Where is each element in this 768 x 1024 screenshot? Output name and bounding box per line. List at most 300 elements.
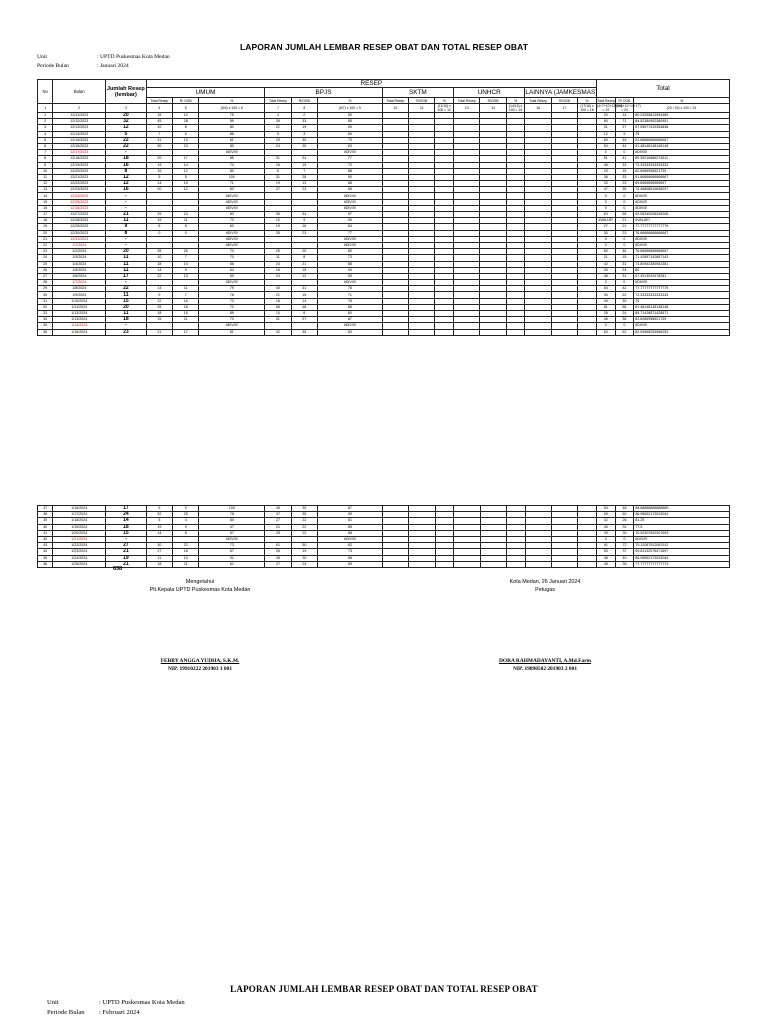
bpjs-cell: #DIV/0! bbox=[317, 280, 382, 286]
date-cell: 1/18/2024 bbox=[53, 518, 106, 524]
no-cell: 14 bbox=[38, 193, 53, 199]
umum-cell: 91 bbox=[199, 555, 265, 561]
jumlah-resep-cell: 5 bbox=[106, 131, 147, 137]
empty-cell bbox=[578, 329, 597, 335]
bpjs-cell: 10 bbox=[265, 218, 291, 224]
no-cell: 9 bbox=[38, 162, 53, 168]
sign-right-role: Petugas bbox=[535, 587, 555, 593]
date-cell: 1/17/2024 bbox=[53, 512, 106, 518]
jumlah-resep-cell: 24 bbox=[106, 512, 147, 518]
empty-cell bbox=[435, 561, 454, 567]
jumlah-resep-cell: 15 bbox=[106, 530, 147, 536]
bpjs-cell: 8 bbox=[265, 168, 291, 174]
sub-header: Total Resep bbox=[265, 98, 291, 104]
umum-cell: 22 bbox=[146, 298, 172, 304]
jumlah-resep-cell: - bbox=[106, 150, 147, 156]
total-cell: 74.46808510638297 bbox=[634, 187, 730, 193]
total-cell: 0 bbox=[597, 536, 616, 542]
umum-cell: 14 bbox=[146, 267, 172, 273]
empty-cell bbox=[525, 329, 551, 335]
umum-cell: 15 bbox=[146, 218, 172, 224]
total-cell: 75 bbox=[634, 298, 730, 304]
umum-cell: 29 bbox=[146, 212, 172, 218]
umum-cell: #DIV/0! bbox=[199, 199, 265, 205]
umum-cell: 56 bbox=[199, 261, 265, 267]
date-cell: 12/20/2023 bbox=[53, 168, 106, 174]
no-cell: 42 bbox=[38, 536, 53, 542]
total-cell: 88.88888888888889 bbox=[634, 506, 730, 512]
date-cell: 12/27/2023 bbox=[53, 212, 106, 218]
umum-cell: 22 bbox=[173, 543, 199, 549]
sign-right bbox=[470, 578, 620, 594]
total-cell: 73.80952380952381 bbox=[634, 261, 730, 267]
total-cell: 60 bbox=[615, 512, 634, 518]
umum-cell: #DIV/0! bbox=[199, 193, 265, 199]
bpjs-cell: 31 bbox=[265, 156, 291, 162]
date-cell: 1/15/2024 bbox=[53, 329, 106, 335]
table-body bbox=[38, 113, 730, 336]
no-cell: 29 bbox=[38, 286, 53, 292]
umum-cell: 14 bbox=[146, 181, 172, 187]
umum-cell: 24 bbox=[173, 212, 199, 218]
total-cell: 33 bbox=[615, 162, 634, 168]
no-cell: 4 bbox=[38, 131, 53, 137]
no-cell: 15 bbox=[38, 199, 53, 205]
umum-cell: 20 bbox=[146, 187, 172, 193]
total-cell: 47 bbox=[596, 187, 615, 193]
bpjs-cell: 23 bbox=[291, 230, 317, 236]
umum-cell: 57 bbox=[199, 530, 265, 536]
bpjs-cell: 7 bbox=[291, 168, 317, 174]
jumlah-resep-cell: 11 bbox=[106, 267, 147, 273]
report-title-page2: LAPORAN JUMLAH LEMBAR RESEP OBAT DAN TOTAL RESEP OBAT bbox=[230, 984, 538, 994]
date-cell: 12/31/2023 bbox=[53, 236, 106, 242]
total-cell: 86.95652173913044 bbox=[634, 512, 730, 518]
column-number: 17 bbox=[551, 104, 577, 113]
umum-cell: 10 bbox=[173, 181, 199, 187]
bpjs-cell: 20 bbox=[291, 143, 317, 149]
jumlah-resep-cell: 18 bbox=[106, 317, 147, 323]
date-cell: 1/13/2024 bbox=[53, 317, 106, 323]
total-cell: 82.53968253968253 bbox=[634, 329, 730, 335]
total-cell: 35 bbox=[615, 561, 634, 567]
bpjs-cell: 95 bbox=[318, 512, 383, 518]
jumlah-resep-cell: 21 bbox=[106, 549, 147, 555]
total-cell: 79.12087912087912 bbox=[634, 543, 730, 549]
date-cell: 12/29/2023 bbox=[53, 224, 106, 230]
umum-cell: 73 bbox=[199, 218, 265, 224]
jumlah-resep-cell: 21 bbox=[106, 212, 147, 218]
bpjs-cell: 13 bbox=[291, 181, 317, 187]
bpjs-cell: 24 bbox=[291, 561, 317, 567]
empty-cell bbox=[480, 561, 506, 567]
no-cell: 41 bbox=[38, 530, 53, 536]
column-number: 1 bbox=[38, 104, 53, 113]
sign-left bbox=[110, 578, 290, 594]
umum-cell: 75 bbox=[199, 113, 265, 119]
date-cell: 1/14/2024 bbox=[53, 323, 106, 329]
total-cell: 31 bbox=[596, 125, 615, 131]
total-cell: 72 bbox=[615, 543, 634, 549]
jumlah-resep-cell: 20 bbox=[106, 249, 147, 255]
umum-cell: 10 bbox=[146, 125, 172, 131]
jumlah-resep-cell: 20 bbox=[106, 113, 147, 119]
date-cell: 1/19/2024 bbox=[53, 524, 106, 530]
umum-cell: 16 bbox=[173, 311, 199, 317]
umum-cell: 11 bbox=[173, 317, 199, 323]
sub-header: R/ OGB bbox=[615, 98, 634, 104]
bpjs-cell: 19 bbox=[291, 125, 317, 131]
total-cell: #VALUE! bbox=[634, 218, 730, 224]
total-cell: #DIV/0! bbox=[634, 150, 730, 156]
bpjs-cell: 81 bbox=[318, 518, 383, 524]
bpjs-cell: 21 bbox=[265, 292, 291, 298]
umum-cell: 11 bbox=[173, 286, 199, 292]
bpjs-cell: 27 bbox=[265, 561, 291, 567]
no-cell: 12 bbox=[38, 181, 53, 187]
bpjs-cell: 19 bbox=[265, 181, 291, 187]
bpjs-cell: #DIV/0! bbox=[318, 536, 383, 542]
total-cell: 76.66666666666667 bbox=[634, 230, 730, 236]
jumlah-resep-cell: 22 bbox=[106, 286, 147, 292]
umum-cell: 4 bbox=[173, 518, 199, 524]
sub-header: % bbox=[506, 98, 525, 104]
bpjs-cell: 27 bbox=[265, 187, 291, 193]
empty-cell bbox=[525, 561, 551, 567]
no-cell: 19 bbox=[38, 224, 53, 230]
total-cell: 41 bbox=[615, 156, 634, 162]
umum-cell: #DIV/0! bbox=[199, 150, 265, 156]
total-cell: #DIV/0! bbox=[634, 323, 730, 329]
bpjs-cell: 83 bbox=[317, 143, 382, 149]
jumlah-resep-cell: 11 bbox=[106, 261, 147, 267]
sub-header: Total Resep bbox=[454, 98, 480, 104]
umum-cell: 100 bbox=[199, 506, 265, 512]
umum-cell: #DIV/0! bbox=[199, 205, 265, 211]
sign-left-name-block bbox=[110, 658, 290, 673]
total-cell: 0 bbox=[615, 242, 634, 248]
header-resep: RESEP bbox=[146, 80, 596, 88]
total-cell: 28 bbox=[596, 311, 615, 317]
umum-cell: 17 bbox=[173, 156, 199, 162]
total-cell: 69.6969696969697 bbox=[634, 181, 730, 187]
total-cell: 76.92307692307693 bbox=[634, 530, 730, 536]
total-cell: 39 bbox=[597, 530, 616, 536]
no-cell: 10 bbox=[38, 168, 53, 174]
empty-cell bbox=[551, 329, 577, 335]
column-number: 11 bbox=[409, 104, 435, 113]
umum-cell: 67 bbox=[199, 549, 265, 555]
column-number: 5 bbox=[173, 104, 199, 113]
total-cell: 81.48148148148148 bbox=[634, 143, 730, 149]
bpjs-cell: 8 bbox=[291, 311, 317, 317]
total-cell: 31 bbox=[615, 524, 634, 530]
no-cell: 20 bbox=[38, 230, 53, 236]
total-cell: 82.6086956521739 bbox=[634, 168, 730, 174]
group-umum: UMUM bbox=[146, 88, 265, 98]
bpjs-cell: 48 bbox=[291, 304, 317, 310]
umum-cell: 18 bbox=[173, 304, 199, 310]
jumlah-resep-cell: - bbox=[106, 242, 147, 248]
date-cell: 12/21/2023 bbox=[53, 174, 106, 180]
bpjs-cell: 24 bbox=[265, 143, 291, 149]
date-cell: 12/14/2023 bbox=[53, 131, 106, 137]
empty-cell bbox=[454, 561, 480, 567]
bpjs-cell: 39 bbox=[265, 119, 291, 125]
sub-header: Total Resep bbox=[146, 98, 172, 104]
total-cell: 30 bbox=[596, 230, 615, 236]
bpjs-cell: 11 bbox=[265, 255, 291, 261]
unit-value: : UPTD Puskesmas Kota Medan bbox=[99, 999, 185, 1006]
column-number: 4 bbox=[146, 104, 172, 113]
column-number: 13 bbox=[454, 104, 480, 113]
total-cell: 60 bbox=[596, 249, 615, 255]
jumlah-resep-cell: 16 bbox=[106, 187, 147, 193]
total-cell: 30 bbox=[615, 530, 634, 536]
total-cell: 46 bbox=[597, 555, 616, 561]
column-number-row bbox=[38, 104, 730, 113]
umum-cell: 81 bbox=[199, 329, 265, 335]
total-cell: 21 bbox=[596, 255, 615, 261]
jumlah-resep-cell: 20 bbox=[106, 304, 147, 310]
bpjs-cell: 77 bbox=[317, 230, 382, 236]
no-cell: 2 bbox=[38, 119, 53, 125]
table-row bbox=[38, 561, 730, 567]
umum-cell: 9 bbox=[173, 524, 199, 530]
bpjs-cell: 16 bbox=[265, 267, 291, 273]
no-cell: 32 bbox=[38, 304, 53, 310]
umum-cell: 70 bbox=[199, 255, 265, 261]
no-cell: 25 bbox=[38, 261, 53, 267]
bpjs-cell: 29 bbox=[265, 137, 291, 143]
bpjs-cell: #DIV/0! bbox=[317, 242, 382, 248]
no-cell: 38 bbox=[38, 512, 53, 518]
no-cell: 22 bbox=[38, 242, 53, 248]
date-cell: 1/23/2024 bbox=[53, 549, 106, 555]
bpjs-cell: 15 bbox=[291, 292, 317, 298]
unit-label: Unit bbox=[37, 54, 47, 60]
total-cell: 69 bbox=[597, 512, 616, 518]
bpjs-cell: 71 bbox=[317, 292, 382, 298]
no-cell: 40 bbox=[38, 524, 53, 530]
umum-cell: 59 bbox=[199, 119, 265, 125]
jumlah-resep-cell: 8 bbox=[106, 230, 147, 236]
bpjs-cell: 31 bbox=[265, 174, 291, 180]
total-cell: 35 bbox=[615, 187, 634, 193]
no-cell: 7 bbox=[38, 150, 53, 156]
umum-cell: 72 bbox=[199, 304, 265, 310]
bpjs-cell: 24 bbox=[265, 273, 291, 279]
report-meta-page2 bbox=[47, 998, 185, 1018]
umum-cell: 7 bbox=[146, 131, 172, 137]
total-cell: 23 bbox=[615, 230, 634, 236]
no-cell: 31 bbox=[38, 298, 53, 304]
total-cell: 0 bbox=[596, 280, 615, 286]
total-cell: 0 bbox=[596, 193, 615, 199]
total-cell: 77.77777777777779 bbox=[634, 561, 730, 567]
bpjs-cell: 73 bbox=[317, 162, 382, 168]
total-cell: 15 bbox=[615, 255, 634, 261]
bpjs-cell: 90 bbox=[317, 218, 382, 224]
no-cell: 45 bbox=[38, 555, 53, 561]
bpjs-cell: 31 bbox=[291, 286, 317, 292]
sub-header: R/ OGB bbox=[173, 98, 199, 104]
total-cell: 19 bbox=[615, 168, 634, 174]
bpjs-cell: 27 bbox=[265, 518, 291, 524]
total-cell: #DIV/0! bbox=[634, 199, 730, 205]
umum-cell: 10 bbox=[173, 261, 199, 267]
no-cell: 1 bbox=[38, 113, 53, 119]
bpjs-cell: 45 bbox=[265, 506, 291, 512]
bpjs-cell: 89 bbox=[318, 561, 383, 567]
umum-cell: 15 bbox=[146, 317, 172, 323]
umum-cell: 7 bbox=[173, 255, 199, 261]
total-cell: 40 bbox=[596, 298, 615, 304]
bpjs-cell: 88 bbox=[318, 530, 383, 536]
bpjs-cell: 50 bbox=[317, 113, 382, 119]
total-cell: 21 bbox=[615, 224, 634, 230]
column-number: 16 bbox=[525, 104, 551, 113]
bpjs-cell: #DIV/0! bbox=[317, 205, 382, 211]
period-value: : Januari 2024 bbox=[97, 62, 129, 69]
total-cell: 31 bbox=[615, 261, 634, 267]
umum-cell: 18 bbox=[146, 311, 172, 317]
total-cell: 30 bbox=[596, 267, 615, 273]
total-cell: 58 bbox=[615, 212, 634, 218]
umum-cell: 80 bbox=[199, 168, 265, 174]
column-number: 14 bbox=[480, 104, 506, 113]
umum-cell: 5 bbox=[146, 518, 172, 524]
total-cell: 54 bbox=[597, 506, 616, 512]
total-cell: 14 bbox=[615, 113, 634, 119]
unit-value: : UPTD Puskesmas Kota Medan bbox=[97, 54, 170, 60]
total-cell: 0 bbox=[596, 323, 615, 329]
total-cell: 91.66666666666667 bbox=[634, 174, 730, 180]
total-cell: 81.48148148148148 bbox=[634, 304, 730, 310]
jumlah-resep-cell: 17 bbox=[106, 273, 147, 279]
jumlah-resep-cell: 12 bbox=[106, 174, 147, 180]
total-cell: 54 bbox=[596, 286, 615, 292]
jumlah-resep-cell: 11 bbox=[106, 218, 147, 224]
bpjs-cell: 9 bbox=[291, 218, 317, 224]
sign-right-nip: NIP. 19890502 201903 2 001 bbox=[512, 665, 578, 672]
umum-cell: 7 bbox=[173, 292, 199, 298]
no-cell: 27 bbox=[38, 273, 53, 279]
total-cell: 0 bbox=[596, 150, 615, 156]
umum-cell: 14 bbox=[146, 286, 172, 292]
total-cell: 0 bbox=[596, 242, 615, 248]
bpjs-cell: 87 bbox=[317, 317, 382, 323]
umum-cell: 12 bbox=[173, 168, 199, 174]
bpjs-cell: 19 bbox=[291, 549, 317, 555]
jumlah-resep-cell: 9 bbox=[106, 224, 147, 230]
sub-header: % bbox=[634, 98, 730, 104]
date-cell: 1/25/2024 bbox=[53, 561, 106, 567]
umum-cell: 26 bbox=[173, 249, 199, 255]
umum-cell: 79 bbox=[199, 286, 265, 292]
umum-cell: 0 bbox=[173, 230, 199, 236]
bpjs-cell: 88 bbox=[317, 261, 382, 267]
total-cell: 86.95652173913044 bbox=[634, 555, 730, 561]
total-cell: 23 bbox=[615, 181, 634, 187]
empty-cell bbox=[435, 329, 454, 335]
no-cell: 11 bbox=[38, 174, 53, 180]
total-cell: 92.06349206349206 bbox=[634, 212, 730, 218]
group-unhcr: UNHCR bbox=[454, 88, 525, 98]
umum-cell: 45 bbox=[146, 119, 172, 125]
sub-header: Total Resep bbox=[596, 98, 615, 103]
no-cell: 35 bbox=[38, 323, 53, 329]
total-cell: 77.77777777777779 bbox=[634, 224, 730, 230]
date-cell: 1/1/2024 bbox=[53, 242, 106, 248]
total-cell: 27 bbox=[596, 224, 615, 230]
no-cell: 33 bbox=[38, 311, 53, 317]
bpjs-cell: 61 bbox=[265, 543, 291, 549]
table-row bbox=[38, 329, 730, 335]
bpjs-cell: 20 bbox=[291, 249, 317, 255]
group-bpjs: BPJS bbox=[265, 88, 382, 98]
bpjs-cell: 3 bbox=[291, 131, 317, 137]
bpjs-cell: 26 bbox=[265, 162, 291, 168]
jumlah-resep-cell: 16 bbox=[106, 162, 147, 168]
jumlah-resep-cell: 14 bbox=[106, 518, 147, 524]
jumlah-resep-cell: 18 bbox=[106, 524, 147, 530]
umum-cell: 78 bbox=[199, 512, 265, 518]
umum-cell: 8 bbox=[173, 125, 199, 131]
column-number: (20 / 19) x 100 = 21 bbox=[634, 104, 730, 113]
total-cell: 0 bbox=[615, 323, 634, 329]
total-cell: #DIV/0! bbox=[634, 280, 730, 286]
col-no: No bbox=[38, 80, 53, 104]
umum-cell: 86 bbox=[199, 131, 265, 137]
total-cell: #DIV/0! bbox=[634, 236, 730, 242]
total-cell: 31 bbox=[615, 273, 634, 279]
table-body bbox=[38, 506, 730, 568]
umum-cell: 80 bbox=[199, 143, 265, 149]
report-title: LAPORAN JUMLAH LEMBAR RESEP OBAT DAN TOTAL RESEP OBAT bbox=[239, 42, 529, 52]
bpjs-cell: 28 bbox=[291, 174, 317, 180]
date-cell: 12/12/2023 bbox=[53, 119, 106, 125]
umum-cell: 14 bbox=[146, 530, 172, 536]
total-lembar: 638 bbox=[113, 566, 122, 572]
umum-cell: 47 bbox=[199, 524, 265, 530]
bpjs-cell: 88 bbox=[317, 168, 382, 174]
column-number: (11/10) x 100 = 12 bbox=[435, 104, 454, 113]
umum-cell: 27 bbox=[146, 549, 172, 555]
total-cell: 91 bbox=[597, 543, 616, 549]
umum-cell: 73 bbox=[199, 317, 265, 323]
total-cell: 30 bbox=[615, 298, 634, 304]
bpjs-cell: 90 bbox=[317, 174, 382, 180]
total-cell: 37 bbox=[615, 549, 634, 555]
bpjs-cell: 21 bbox=[291, 261, 317, 267]
umum-cell: 16 bbox=[146, 113, 172, 119]
bpjs-cell: 27 bbox=[291, 317, 317, 323]
bpjs-cell: 39 bbox=[291, 506, 317, 512]
bpjs-cell: 35 bbox=[265, 555, 291, 561]
umum-cell: 21 bbox=[146, 329, 172, 335]
total-cell: 81 bbox=[596, 304, 615, 310]
bpjs-cell: 21 bbox=[265, 524, 291, 530]
umum-cell: #DIV/0! bbox=[199, 242, 265, 248]
bpjs-cell: 24 bbox=[291, 156, 317, 162]
total-cell: #VALUE! bbox=[596, 218, 615, 224]
bpjs-cell: 73 bbox=[317, 255, 382, 261]
bpjs-cell: 30 bbox=[291, 555, 317, 561]
jumlah-resep-cell: 21 bbox=[106, 561, 147, 567]
total-cell: 24 bbox=[615, 267, 634, 273]
total-cell: 0 bbox=[615, 280, 634, 286]
